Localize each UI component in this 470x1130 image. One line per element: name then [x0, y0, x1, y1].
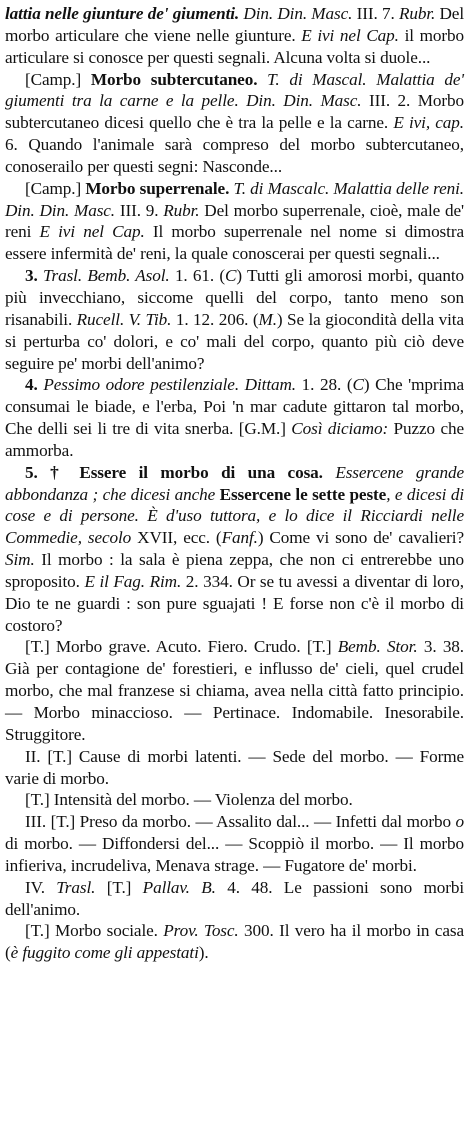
italic-text-run: Fanf. [221, 528, 258, 548]
italic-text-run: Pallav. B. [142, 877, 216, 897]
text-run: 2. 334. Or se tu avessi a diventar di loro, Dio te ne guardi : son pure sguajati ! E forse non c'è il morbo di costoro? [5, 571, 464, 635]
text-run: [Camp.] [25, 178, 86, 198]
text-run: ). [198, 943, 209, 963]
bold-text-run: 5. † Essere il morbo di una cosa. [25, 462, 323, 482]
italic-text-run: Rubr. [398, 4, 436, 23]
text-run: Del morbo articulare che viene nelle giunture. [5, 4, 464, 45]
entry-paragraph [5, 636, 464, 745]
italic-text-run: E ivi nel Cap. [301, 25, 399, 45]
entry-paragraph [5, 374, 464, 461]
text-run: [T.] Intensità del morbo. — Violenza del morbo. [25, 790, 353, 810]
entry-paragraph [5, 462, 464, 637]
text-run: 6. Quando l'animale sarà compreso del morbo subtercutaneo, conoserailo per questi segni: Nasconde... [5, 135, 464, 176]
text-run: ) Tutti gli amorosi morbi, quanto più invecchiano, siccome quelli del corpo, tanto meno son risanabili. [5, 266, 464, 329]
text-run: [Camp.] [25, 69, 91, 89]
italic-text-run: Pessimo odore pestilenziale. Dittam. [37, 375, 297, 395]
text-run: ) Se la giocondità della vita si perturba co' dolori, e co' mali del corpo, quanto più ciò deve seguire pe' morbi dell'animo? [5, 309, 464, 373]
entry-paragraph [5, 811, 464, 877]
entry-paragraph [5, 789, 464, 811]
bold-text-run: 4. [25, 375, 38, 395]
italic-text-run: Din. Din. Masc. [239, 4, 353, 23]
entry-paragraph [5, 877, 464, 921]
entry-paragraph [5, 920, 464, 964]
text-run: 1. 12. 206. ( [171, 309, 259, 329]
text-run: [T.] Morbo sociale. [25, 921, 164, 941]
text-run: 1. 28. ( [296, 375, 353, 395]
text-run: XVII, ecc. ( [131, 528, 222, 548]
italic-text-run: Trasl. [56, 877, 96, 897]
italic-text-run: Così diciamo: [291, 419, 389, 439]
entry-paragraph [5, 178, 464, 265]
text-run: III. 7. [352, 4, 399, 23]
text-run: III. 2. Morbo subtercutaneo dicesi quello che è tra la pelle e la carne. [5, 91, 464, 133]
italic-text-run: Rubr. [163, 200, 200, 220]
italic-text-run: Trasl. Bemb. Asol. [37, 266, 170, 286]
text-run: [T.] [95, 877, 143, 897]
bold-text-run: Morbo subtercutaneo. [90, 69, 258, 89]
italic-text-run: o [455, 812, 464, 832]
text-run: ) Che 'mprima consumai le biade, e l'erba, Poi 'n mar cadute gittaron tal morbo, Che delli sei li tre di vita snerba. [G.M.] [5, 375, 465, 439]
entry-paragraph [5, 265, 464, 374]
text-run: Il morbo superrenale nel nome si dimostra essere infermità de' reni, la quale conoscerai per questi segnali... [5, 222, 464, 264]
bold-text-run: Morbo superrenale. [85, 178, 230, 198]
italic-text-run: C [225, 266, 237, 286]
italic-text-run: Sim. [5, 550, 35, 570]
italic-text-run: T. di Mascal. Malattia de' giumenti tra la carne e la pelle. Din. Din. Masc. [5, 69, 464, 111]
italic-text-run: T. di Mascalc. Malattia delle reni. Din. Din. Masc. [5, 178, 464, 220]
italic-text-run: E ivi nel Cap. [39, 222, 145, 242]
bold-text-run: 3. [25, 266, 38, 286]
text-run: [T.] Morbo grave. Acuto. Fiero. Crudo. [T.] [25, 637, 338, 657]
text-run: Il morbo : la sala è piena zeppa, che non ci entrerebbe uno sproposito. [5, 550, 464, 591]
italic-text-run: E il Fag. Rim. [84, 571, 182, 591]
italic-text-run: C [352, 375, 364, 395]
text-run: Puzzo che ammorba. [5, 419, 464, 460]
italic-text-run: Prov. Tosc. [163, 921, 239, 941]
italic-text-run: E ivi, cap. [393, 113, 464, 133]
text-run: 300. Il vero ha il morbo in casa ( [5, 921, 464, 963]
bold-text-run: Essercene le sette peste [219, 484, 387, 504]
italic-text-run: M. [258, 309, 277, 329]
italic-text-run: Rucell. V. Tib. [76, 309, 172, 329]
italic-text-run: , e dicesi di cose e di persone. È d'uso tuttora, e lo dice il Ricciardi nelle Commedie, secolo [5, 484, 464, 548]
italic-text-run: Essercene grande abbondanza ; che dicesi anche [5, 462, 464, 504]
entry-paragraph [5, 69, 464, 178]
text-run: 1. 61. ( [169, 266, 226, 286]
text-run: 4. 48. Le passioni sono morbi dell'animo. [5, 877, 464, 919]
text-run: ) Come vi sono de' cavalieri? [257, 528, 464, 548]
entry-paragraph [5, 3, 464, 69]
text-run: II. [T.] Cause di morbi latenti. — Sede del morbo. — Forme varie di morbo. [5, 746, 464, 788]
entry-paragraph [5, 746, 464, 790]
text-run: il morbo articulare si conosce per questi segnali. Alcuna volta si duole... [5, 25, 464, 67]
italic-text-run: è fuggito come gli appestati [10, 943, 199, 963]
bold-text-run: lattia nelle giunture de' giumenti. [5, 4, 240, 23]
text-run: III. 9. [115, 200, 164, 220]
text-run: IV. [25, 877, 57, 897]
italic-text-run: Bemb. Stor. [337, 637, 418, 657]
text-run: di morbo. — Diffondersi del... — Scoppiò il morbo. — Il morbo infieriva, incrudeliva, Menava strage. — Fugatore de' morbi. [5, 834, 464, 875]
text-run: Del morbo superrenale, cioè, male de' reni [5, 200, 464, 242]
text-run: III. [T.] Preso da morbo. — Assalito dal... — Infetti dal morbo [25, 812, 456, 832]
text-run: 3. 38. Già per contagione de' forestieri, e influsso de' cieli, quel crudel morbo, che mal franzese si chiama, avea nella città fatto principio. — Morbo minaccioso. — Pertinace. Indomabile. Inesorabile. Struggitore. [5, 637, 464, 744]
